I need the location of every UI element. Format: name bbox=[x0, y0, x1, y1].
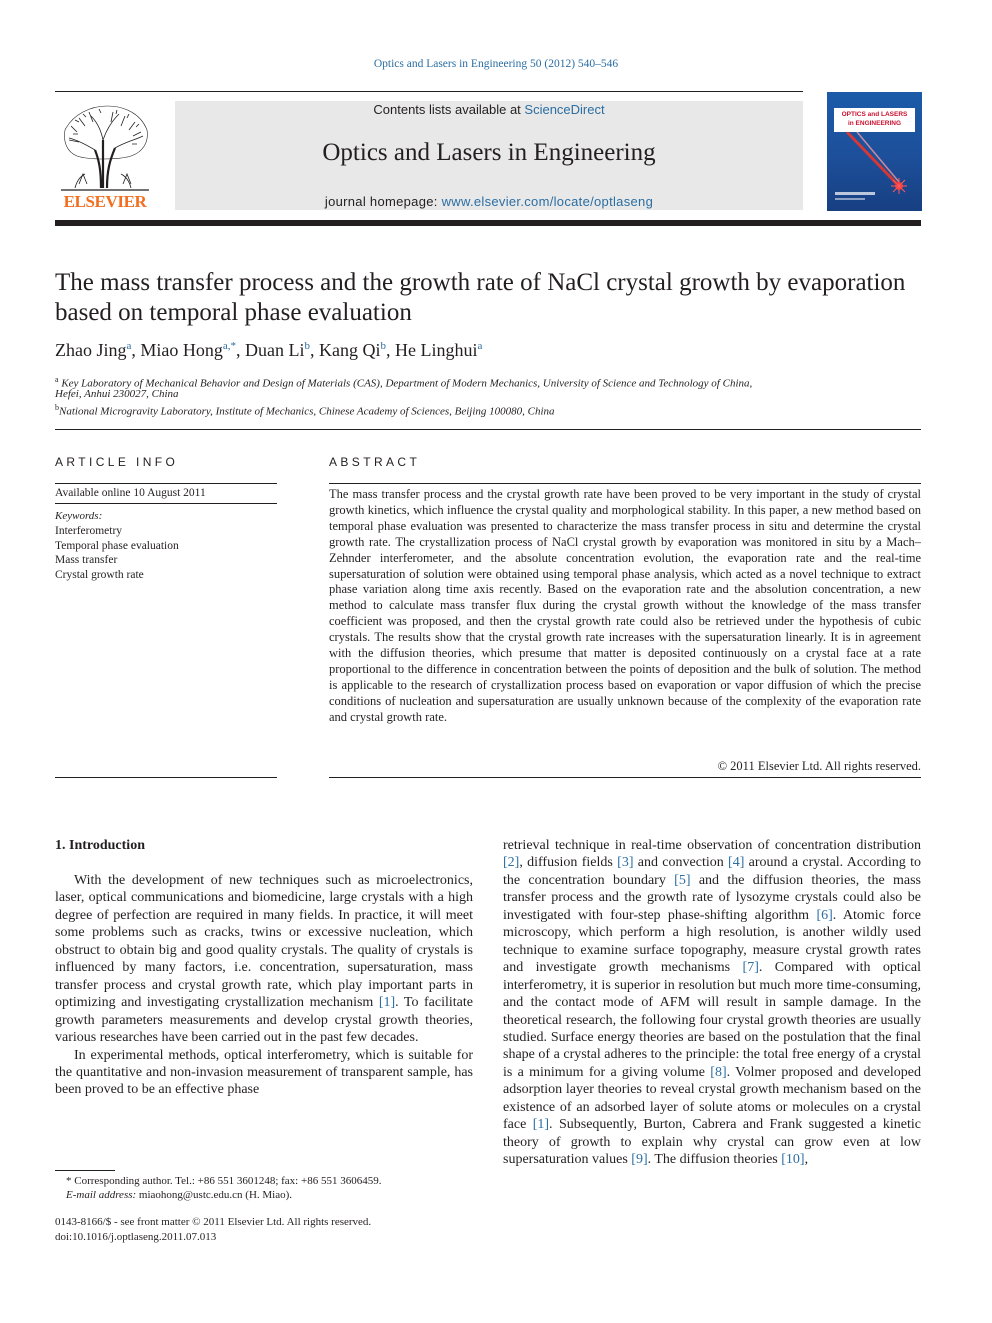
available-online-date: Available online 10 August 2011 bbox=[55, 487, 206, 499]
affiliation-b-line1: National Microgravity Laboratory, Institute of Mechanics, Chinese Academy of Sciences, Beijing 100080, China bbox=[59, 405, 555, 418]
citation-link[interactable]: [2] bbox=[503, 855, 520, 871]
paragraph-text: , diffusion fields bbox=[519, 855, 618, 871]
article-info-rule bbox=[55, 777, 277, 778]
author-affiliation-marker[interactable]: a bbox=[126, 340, 132, 352]
sciencedirect-link[interactable]: ScienceDirect bbox=[524, 102, 605, 117]
email-label: E-mail address: bbox=[66, 1189, 137, 1201]
keywords-list bbox=[55, 524, 179, 582]
abstract-heading: ABSTRACT bbox=[329, 455, 421, 469]
footnote-rule bbox=[55, 1170, 115, 1171]
body-paragraph bbox=[503, 837, 921, 1169]
abstract-text: The mass transfer process and the crystal growth rate have been proved to be very important in the study of crystal growth kinetics, which influence the crystal quality and morphological stability. In this paper, a new method based on temporal phase evaluation was presented to characterize the mass transfer process in situ and determine the crystal growth rate. The crystallization process of NaCl crystal growth by evaporation was monitored in situ by a Mach–Zehnder interferometer, and the absolute concentration evolution, the evaporation rate and the real-time supersaturation of solution were obtained using temporal phase analysis, which acted as a novel technique to extract phase variation along time axis recently. Based on the evaporation rate and the absolution concentration, a new method to calculate mass transfer flux during the crystal growth without the knowledge of the mass transfer coefficient was proposed, and then the crystal growth rate could also be retrieved under the hypothesis of cubic crystals. The results show that the crystal growth rate increases with the supersaturation linearly. It is in agreement with the diffusion theories, which presume that matter is deposited continuously on a crystal face at a rate proportional to the difference in concentration between the points of deposition and the bulk of solution. The method is applicable to the research of crystallization process based on evaporation or vapor diffusion of which the precise conditions of nucleation and supersaturation are usually unknown because of the complexity of the evaporation rate and crystal growth rate. bbox=[329, 487, 921, 724]
elsevier-wordmark: ELSEVIER bbox=[63, 192, 147, 211]
paragraph-text: and the diffusion theories, the mass transfer process and the growth rate of lysozyme crystals could also be investigated with four-step phase-shifting algorithm bbox=[503, 872, 921, 923]
paragraph-text: . Subsequently, Burton, Cabrera and Frank suggested a kinetic theory of growth to explain why crystal can grow even at low supersaturation values bbox=[503, 1117, 921, 1168]
citation-link[interactable]: [4] bbox=[728, 855, 745, 871]
paragraph-text: With the development of new techniques such as microelectronics, laser, optical communications and biomedicine, large crystals with a high degree of perfection are required in many fields. In practice, it will meet some problems such as cracks, twins or excessive nucleation, which obstruct to obtain big and good quality crystals. The quality of crystals is influenced by many factors, i.e. concentration, supersaturation, mass transfer process and crystal growth rate, which play important parts in optimizing and investigating crystallization mechanism bbox=[55, 873, 473, 1011]
section-rule bbox=[55, 429, 921, 430]
affiliation-label: a bbox=[55, 375, 59, 384]
citation-link[interactable]: [3] bbox=[617, 855, 634, 871]
paragraph-text: retrieval technique in real-time observation of concentration distribution bbox=[503, 838, 921, 853]
doi-line[interactable]: doi:10.1016/j.optlaseng.2011.07.013 bbox=[55, 1231, 217, 1243]
author-affiliation-marker[interactable]: a,* bbox=[222, 340, 237, 352]
keywords-label: Keywords: bbox=[55, 510, 103, 522]
cover-title-line2: in ENGINEERING bbox=[847, 120, 902, 127]
citation-link[interactable]: [1] bbox=[378, 995, 396, 1011]
copyright-notice: © 2011 Elsevier Ltd. All rights reserved. bbox=[717, 759, 921, 773]
paragraph-text: . The diffusion theories bbox=[647, 1152, 782, 1168]
cover-title-line1: OPTICS and LASERS bbox=[841, 111, 908, 118]
body-paragraph: In experimental methods, optical interferometry, which is suitable for the quantitative and non-invasion measurement of transparent sample, has been proved to be an effective phase bbox=[55, 1047, 473, 1098]
paragraph-text: . To facilitate growth parameters measurements and develop crystal growth theories, various researches have been carried out in the past few decades. bbox=[55, 995, 473, 1046]
article-info-rule bbox=[55, 503, 277, 504]
contents-prefix: Contents lists available at bbox=[373, 102, 525, 117]
paragraph-text: , bbox=[804, 1152, 809, 1168]
affiliation-a-line2: Hefei, Anhui 230027, China bbox=[55, 388, 179, 400]
keyword-item: Temporal phase evaluation bbox=[55, 539, 179, 552]
keyword-item: Crystal growth rate bbox=[55, 568, 144, 581]
affiliation-label: b bbox=[55, 403, 59, 412]
journal-reference[interactable]: Optics and Lasers in Engineering 50 (2012) 540–546 bbox=[373, 58, 619, 70]
journal-homepage-link[interactable]: www.elsevier.com/locate/optlaseng bbox=[441, 194, 654, 209]
paragraph-text: . Compared with optical interferometry, it is superior in resolution but much more time-consuming, and the contact mode of AFM will result in sample damage. In the theoretical research, the following four crystal growth theories are usually studied. Surface energy theories are based on the postulation that the final shape of a crystal adheres to the principle: the total free energy of a crystal is a minimum for a giving volume bbox=[503, 960, 922, 1080]
journal-title: Optics and Lasers in Engineering bbox=[322, 139, 656, 166]
paragraph-text: . Volmer proposed and developed adsorption layer theories to reveal crystal growth mechanism based on the existence of an adsorbed layer of solute atoms or molecules on a crystal face bbox=[503, 1064, 922, 1133]
paragraph-text: and convection bbox=[633, 855, 729, 871]
affiliation-a-line1: Key Laboratory of Mechanical Behavior and Design of Materials (CAS), Department of Modern Mechanics, University of Science and Technology of China, bbox=[61, 377, 753, 390]
author-affiliation-marker[interactable]: a bbox=[477, 340, 483, 352]
author-name[interactable]: Zhao Jing bbox=[55, 340, 127, 360]
body-column-right bbox=[503, 837, 921, 1169]
citation-link[interactable]: [8] bbox=[710, 1064, 727, 1080]
email-footnote bbox=[66, 1189, 292, 1201]
body-paragraph bbox=[55, 872, 473, 1047]
header-rule bbox=[55, 91, 803, 92]
section-heading-introduction: 1. Introduction bbox=[55, 838, 145, 853]
header-thick-rule bbox=[55, 220, 921, 226]
paragraph-text: . Atomic force microscopy, which perform a high resolution, is another wildly used technique to examine surface topography, measure crystal growth rates and investigate growth mechanisms bbox=[503, 907, 921, 976]
article-title: The mass transfer process and the growth rate of NaCl crystal growth by evaporation based on temporal phase evaluation bbox=[55, 269, 906, 326]
abstract-rule bbox=[329, 777, 921, 778]
citation-link[interactable]: [10] bbox=[781, 1152, 805, 1168]
body-column-left bbox=[55, 872, 473, 1099]
abstract-rule bbox=[329, 483, 921, 484]
author-name[interactable]: Kang Qi bbox=[319, 340, 381, 360]
author-name[interactable]: He Linghui bbox=[395, 340, 478, 360]
homepage-prefix: journal homepage: bbox=[324, 194, 442, 209]
keyword-item: Interferometry bbox=[55, 525, 123, 537]
issn-line: 0143-8166/$ - see front matter © 2011 Elsevier Ltd. All rights reserved. bbox=[55, 1216, 372, 1228]
corresponding-author-footnote: * Corresponding author. Tel.: +86 551 3601248; fax: +86 551 3606459. bbox=[66, 1175, 382, 1187]
citation-link[interactable]: [9] bbox=[631, 1152, 648, 1168]
keyword-item: Mass transfer bbox=[55, 554, 118, 566]
author-name[interactable]: Miao Hong bbox=[140, 340, 223, 360]
contents-available-line bbox=[175, 102, 803, 117]
journal-homepage-line bbox=[175, 194, 803, 209]
affiliation-b bbox=[55, 401, 921, 419]
article-info-rule bbox=[55, 483, 277, 484]
author-list: Zhao Jing$^a$, Miao Hong$^{a,*}$, Duan Li$^b$, Kang Qi$^b$, He Linghui$^a$ bbox=[55, 340, 483, 360]
citation-link[interactable]: [7] bbox=[742, 960, 759, 976]
article-info-heading: ARTICLE INFO bbox=[55, 455, 179, 469]
citation-link[interactable]: [1] bbox=[532, 1117, 550, 1133]
paragraph-text: around a crystal. According to the concentration boundary bbox=[503, 855, 921, 888]
email-address[interactable]: miaohong@ustc.edu.cn (H. Miao). bbox=[136, 1189, 293, 1201]
author-affiliation-marker[interactable]: b bbox=[380, 340, 387, 352]
author-affiliation-marker[interactable]: b bbox=[304, 340, 311, 352]
author-name[interactable]: Duan Li bbox=[245, 340, 305, 360]
citation-link[interactable]: [6] bbox=[816, 907, 833, 923]
citation-link[interactable]: [5] bbox=[674, 872, 691, 888]
